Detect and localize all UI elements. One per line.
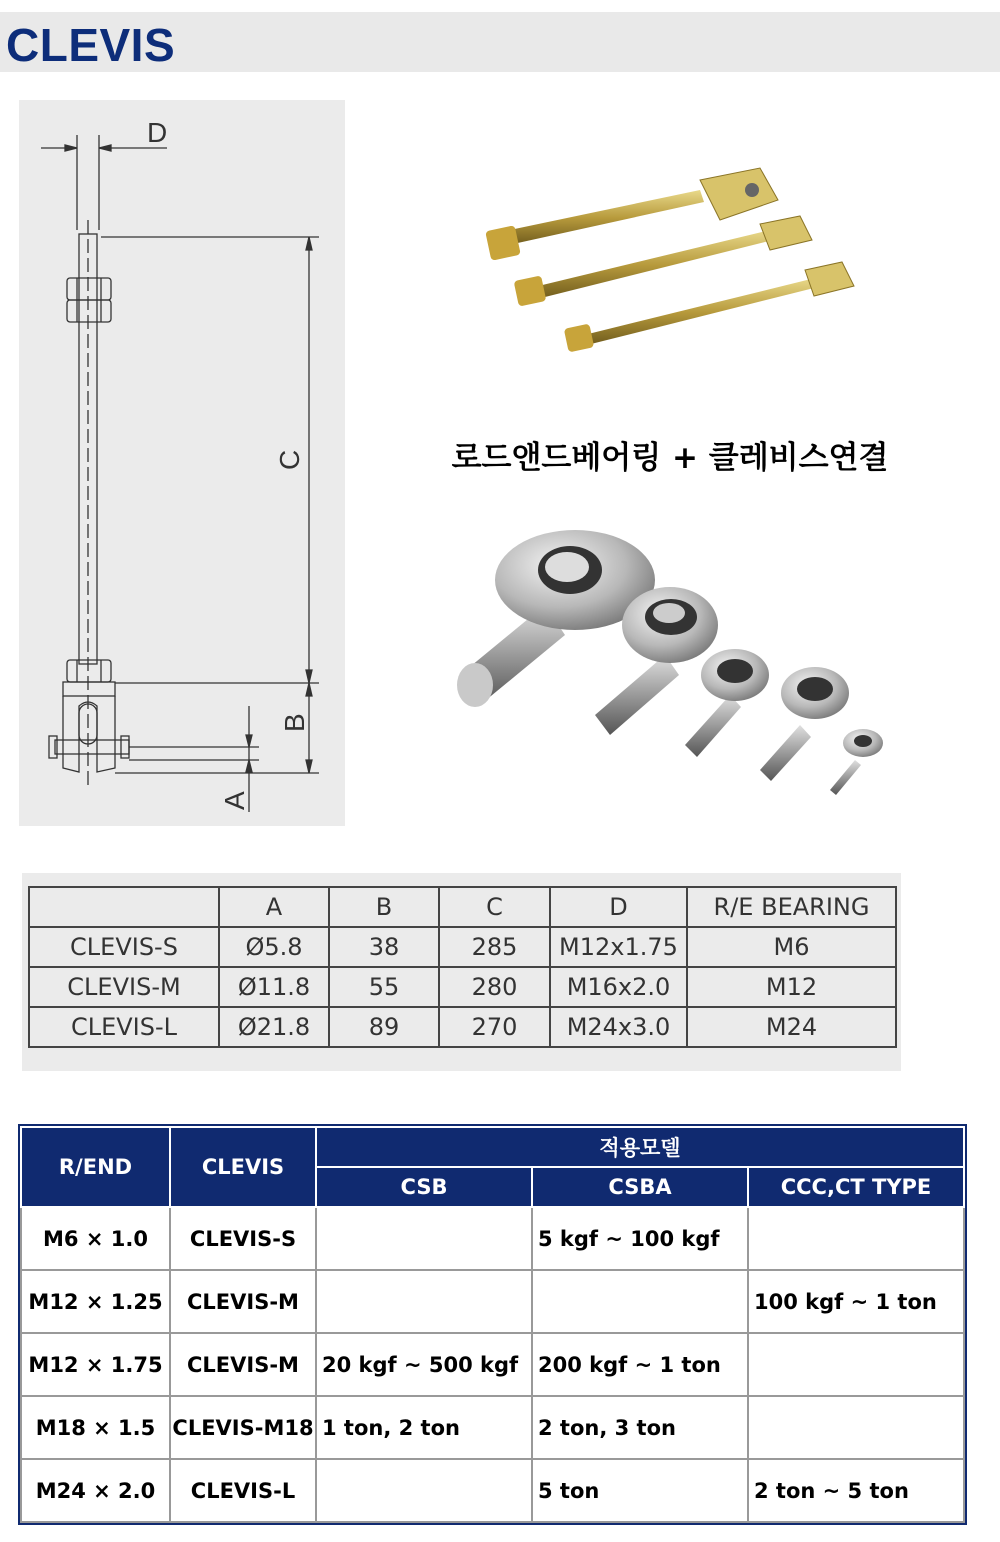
table-cell: 100 kgf ~ 1 ton <box>748 1270 964 1333</box>
table-row <box>29 1007 896 1047</box>
table-cell: M18 × 1.5 <box>21 1396 170 1459</box>
table-cell <box>316 1207 532 1270</box>
table-cell: 38 <box>329 927 439 967</box>
table-cell: CLEVIS-L <box>170 1459 316 1522</box>
dim-label-b: B <box>279 713 310 732</box>
table-cell: M6 × 1.0 <box>21 1207 170 1270</box>
table-row <box>21 1270 964 1333</box>
clevis-rod-photo <box>470 150 870 360</box>
table-header-cell: R/E BEARING <box>687 887 896 927</box>
table-row <box>21 1396 964 1459</box>
table-cell: 20 kgf ~ 500 kgf <box>316 1333 532 1396</box>
clevis-drawing-svg <box>19 100 345 826</box>
table-cell: M24 <box>687 1007 896 1047</box>
table-cell: 280 <box>439 967 550 1007</box>
table-cell: M6 <box>687 927 896 967</box>
table-cell: 5 ton <box>532 1459 748 1522</box>
page-title: CLEVIS <box>6 19 176 71</box>
table-cell: Ø21.8 <box>219 1007 329 1047</box>
header-csba: CSBA <box>532 1167 748 1207</box>
header-csb: CSB <box>316 1167 532 1207</box>
table-row <box>29 967 896 1007</box>
table-cell: 285 <box>439 927 550 967</box>
table-header-row <box>21 1127 964 1167</box>
table-cell: 1 ton, 2 ton <box>316 1396 532 1459</box>
table-cell <box>748 1396 964 1459</box>
application-models-table <box>20 1126 965 1523</box>
table-row <box>21 1459 964 1522</box>
table-cell: 200 kgf ~ 1 ton <box>532 1333 748 1396</box>
table-cell <box>316 1459 532 1522</box>
photo-caption: 로드앤드베어링 + 클레비스연결 <box>451 440 889 476</box>
table-cell: CLEVIS-M <box>170 1270 316 1333</box>
table-cell: CLEVIS-M <box>29 967 219 1007</box>
header-ccc-ct: CCC,CT TYPE <box>748 1167 964 1207</box>
table-cell: M12x1.75 <box>550 927 687 967</box>
dim-label-d: D <box>147 117 168 148</box>
table-row <box>21 1333 964 1396</box>
table-cell: M12 <box>687 967 896 1007</box>
table-cell: 55 <box>329 967 439 1007</box>
table-header-cell: D <box>550 887 687 927</box>
dim-label-a: A <box>219 791 250 810</box>
table-cell: M24 × 2.0 <box>21 1459 170 1522</box>
table-cell: CLEVIS-S <box>170 1207 316 1270</box>
header-applied-models: 적용모델 <box>316 1127 964 1167</box>
table-cell: M16x2.0 <box>550 967 687 1007</box>
table-header-cell <box>29 887 219 927</box>
table-cell: Ø5.8 <box>219 927 329 967</box>
dimensions-table <box>28 886 897 1048</box>
table-cell: CLEVIS-L <box>29 1007 219 1047</box>
table-cell: M12 × 1.75 <box>21 1333 170 1396</box>
page-header <box>0 12 1000 72</box>
table-cell: 2 ton ~ 5 ton <box>748 1459 964 1522</box>
table-cell: 2 ton, 3 ton <box>532 1396 748 1459</box>
table-cell <box>316 1270 532 1333</box>
table-cell <box>748 1333 964 1396</box>
table-cell: CLEVIS-M <box>170 1333 316 1396</box>
table-row <box>29 927 896 967</box>
dim-label-c: C <box>274 449 305 470</box>
table-cell <box>532 1270 748 1333</box>
table-cell <box>748 1207 964 1270</box>
table-row <box>21 1207 964 1270</box>
table-header-row <box>29 887 896 927</box>
table-cell: M24x3.0 <box>550 1007 687 1047</box>
table-cell: 270 <box>439 1007 550 1047</box>
table-cell: CLEVIS-M18 <box>170 1396 316 1459</box>
table-cell: M12 × 1.25 <box>21 1270 170 1333</box>
table-cell: CLEVIS-S <box>29 927 219 967</box>
header-rend: R/END <box>21 1127 170 1207</box>
rod-end-bearing-photo <box>445 525 895 805</box>
table-cell: 89 <box>329 1007 439 1047</box>
table-header-cell: B <box>329 887 439 927</box>
table-header-cell: A <box>219 887 329 927</box>
clevis-technical-drawing <box>19 100 345 826</box>
table-cell: Ø11.8 <box>219 967 329 1007</box>
header-clevis: CLEVIS <box>170 1127 316 1207</box>
table-cell: 5 kgf ~ 100 kgf <box>532 1207 748 1270</box>
table-header-cell: C <box>439 887 550 927</box>
dimensions-table-panel <box>22 873 901 1071</box>
